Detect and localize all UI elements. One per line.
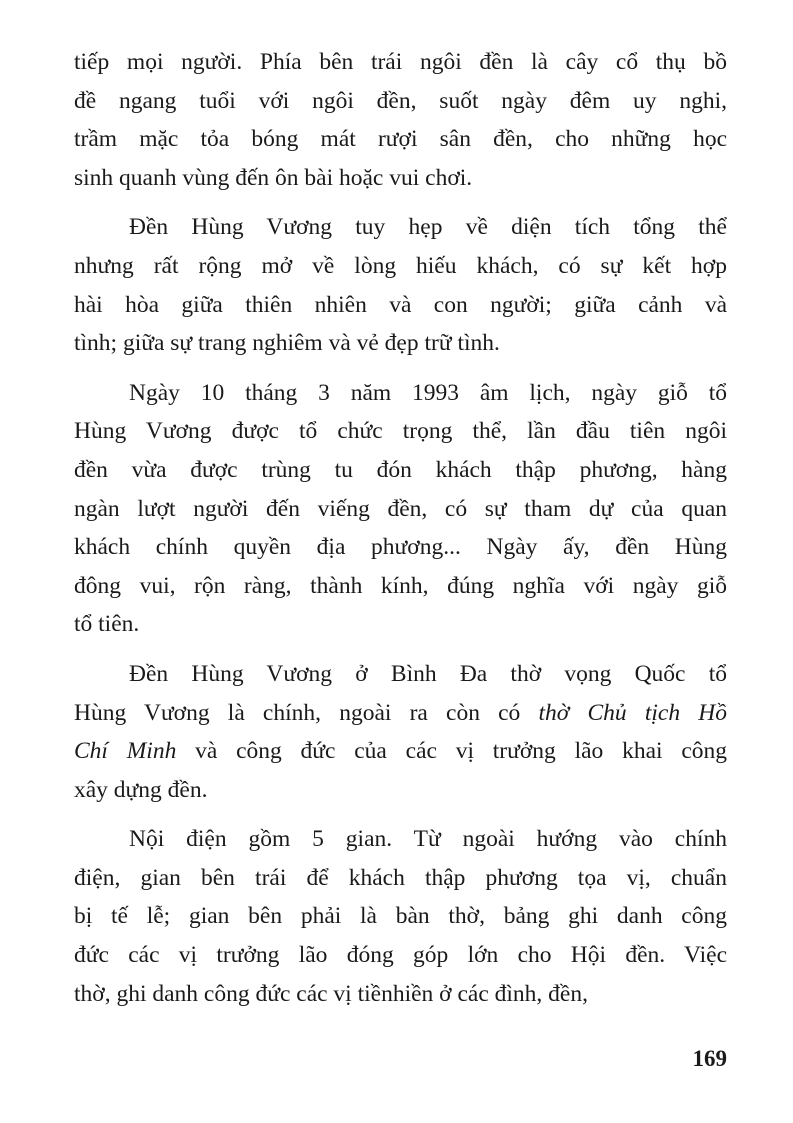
text-line [74, 897, 727, 936]
text-segment: xây dựng đền. [74, 776, 208, 803]
paragraph [74, 208, 727, 362]
italic-text: thờ Chủ tịch Hồ [538, 699, 727, 726]
text-segment: đông vui, rộn ràng, thành kính, đúng nghĩa với ngày giỗ [74, 572, 727, 599]
text-segment: Đền Hùng Vương tuy hẹp về diện tích tổng thể [129, 214, 727, 241]
text-segment: tiếp mọi người. Phía bên trái ngôi đền là cây cổ thụ bồ [74, 49, 727, 75]
text-line [74, 655, 727, 694]
text-line [74, 771, 727, 810]
text-segment: ngàn lượt người đến viếng đền, có sự tham dự của quan [74, 495, 727, 522]
paragraph [74, 43, 727, 197]
paragraph [74, 655, 727, 809]
text-line [74, 936, 727, 975]
text-segment: và công đức của các vị trưởng lão khai công [176, 738, 727, 765]
text-segment: Hùng Vương được tổ chức trọng thể, lần đầu tiên ngôi [74, 418, 727, 445]
text-line [74, 567, 727, 606]
text-line [74, 286, 727, 325]
page-number: 169 [692, 1046, 727, 1071]
text-segment: trầm mặc tỏa bóng mát rượi sân đền, cho những học [74, 126, 727, 153]
text-segment: Hùng Vương là chính, ngoài ra còn có [74, 699, 539, 726]
text-segment: Nội điện gồm 5 gian. Từ ngoài hướng vào chính [129, 826, 727, 853]
text-line [74, 859, 727, 898]
text-line [74, 820, 727, 859]
text-segment: bị tế lễ; gian bên phải là bàn thờ, bảng ghi danh công [74, 903, 727, 930]
text-segment: đền vừa được trùng tu đón khách thập phương, hàng [74, 456, 727, 483]
text-line [74, 247, 727, 286]
text-segment: đức các vị trưởng lão đóng góp lớn cho Hội đền. Việc [74, 942, 727, 969]
italic-text: Chí Minh [74, 738, 177, 765]
text-line [74, 975, 727, 1014]
text-line [74, 732, 727, 771]
text-segment: tổ tiên. [74, 611, 140, 638]
text-segment: khách chính quyền địa phương... Ngày ấy, đền Hùng [74, 534, 727, 561]
page-body [74, 43, 727, 1024]
text-line [74, 451, 727, 490]
text-line [74, 694, 727, 733]
text-line [74, 208, 727, 247]
text-segment: thờ, ghi danh công đức các vị tiềnhiền ở các đình, đền, [74, 980, 588, 1007]
text-segment: Ngày 10 tháng 3 năm 1993 âm lịch, ngày giỗ tổ [129, 379, 727, 406]
paragraph [74, 374, 727, 644]
text-segment: sinh quanh vùng đến ôn bài hoặc vui chơi. [74, 164, 473, 191]
text-line [74, 528, 727, 567]
paragraph [74, 820, 727, 1013]
text-line [74, 605, 727, 644]
text-segment: hài hòa giữa thiên nhiên và con người; giữa cảnh và [74, 291, 727, 318]
text-segment: điện, gian bên trái để khách thập phương tọa vị, chuẩn [74, 864, 727, 891]
text-line [74, 82, 727, 121]
text-segment: nhưng rất rộng mở về lòng hiếu khách, có sự kết hợp [74, 252, 727, 279]
text-line [74, 490, 727, 529]
text-line [74, 324, 727, 363]
text-line [74, 120, 727, 159]
text-segment: Đền Hùng Vương ở Bình Đa thờ vọng Quốc tổ [129, 660, 727, 687]
text-segment: tình; giữa sự trang nghiêm và vẻ đẹp trữ tình. [74, 330, 500, 357]
text-line [74, 159, 727, 198]
text-line [74, 43, 727, 82]
text-line [74, 374, 727, 413]
text-segment: đề ngang tuổi với ngôi đền, suốt ngày đêm uy nghi, [74, 87, 727, 114]
text-line [74, 412, 727, 451]
